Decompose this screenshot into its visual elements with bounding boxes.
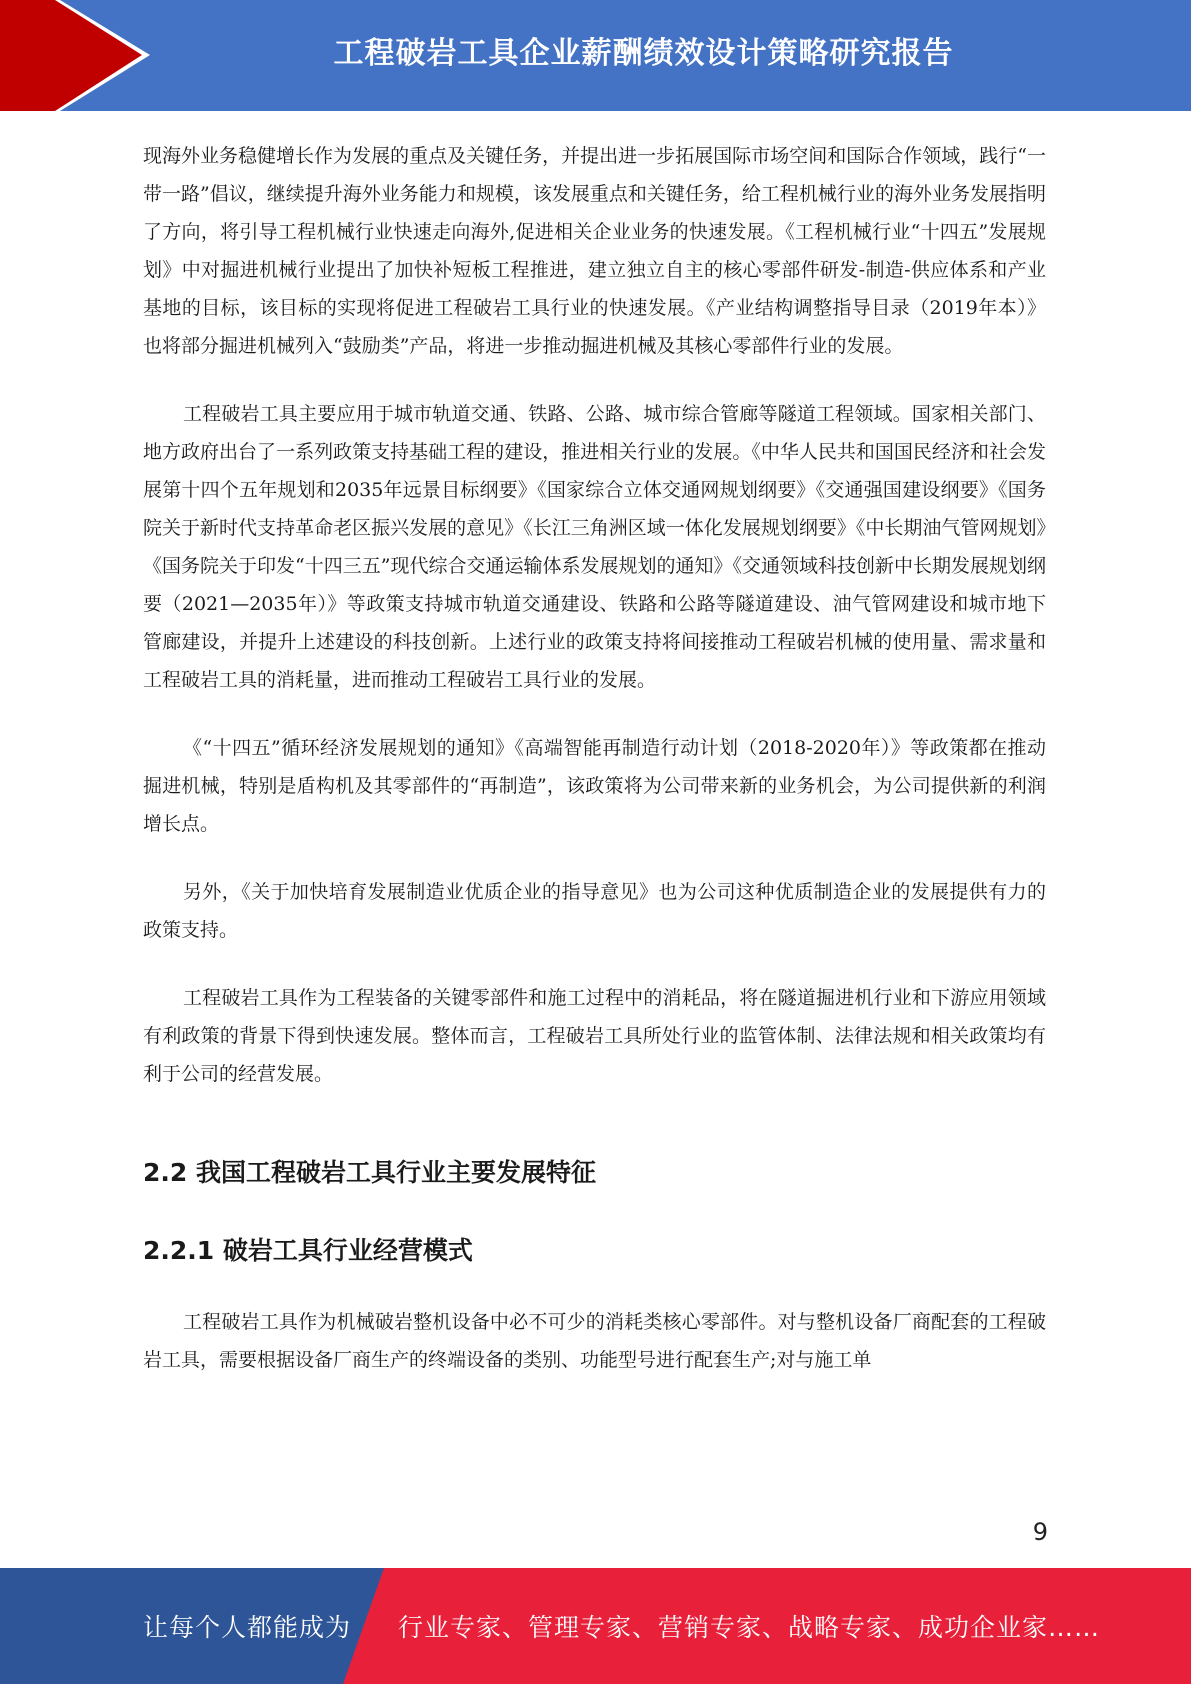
section-heading: 2.2 我国工程破岩工具行业主要发展特征 — [143, 1158, 596, 1187]
paragraph-1: 现海外业务稳健增长作为发展的重点及关键任务，并提出进一步拓展国际市场空间和国际合作领域，践行“一带一路”倡议，继续提升海外业务能力和规模，该发展重点和关键任务，给工程机械行业的海外业务发展指明了方向，将引导工程机械行业快速走向海外,促进相关企业业务的快速发展。《工程机械行业“十四五”发展规划》中对掘进机械行业提出了加快补短板工程推进，建立独立自主的核心零部件研发-制造-供应体系和产业基地的目标，该目标的实现将促进工程破岩工具行业的快速发展。《产业结构调整指导目录（2019年本）》也将部分掘进机械列入“鼓励类”产品，将进一步推动掘进机械及其核心零部件行业的发展。 — [143, 145, 1046, 357]
main-content — [143, 137, 1046, 1409]
paragraph-6: 工程破岩工具作为机械破岩整机设备中必不可少的消耗类核心零部件。对与整机设备厂商配套的工程破岩工具，需要根据设备厂商生产的终端设备的类别、功能型号进行配套生产;对与施工单 — [143, 1311, 1046, 1371]
page-header — [0, 0, 1191, 111]
footer-slogan-left: 让每个人都能成为 — [143, 1613, 352, 1642]
document-title: 工程破岩工具企业薪酬绩效设计策略研究报告 — [333, 36, 954, 71]
footer-slogan-right: 行业专家、管理专家、营销专家、战略专家、成功企业家…… — [398, 1613, 1101, 1642]
paragraph-5: 工程破岩工具作为工程装备的关键零部件和施工过程中的消耗品，将在隧道掘进机行业和下游应用领域有利政策的背景下得到快速发展。整体而言，工程破岩工具所处行业的监管体制、法律法规和相关政策均有利于公司的经营发展。 — [143, 987, 1046, 1085]
paragraph-3: 《“十四五”循环经济发展规划的通知》《高端智能再制造行动计划（2018-2020年）》等政策都在推动掘进机械，特别是盾构机及其零部件的“再制造”，该政策将为公司带来新的业务机会，为公司提供新的利润增长点。 — [143, 737, 1046, 835]
paragraph-2: 工程破岩工具主要应用于城市轨道交通、铁路、公路、城市综合管廊等隧道工程领域。国家相关部门、地方政府出台了一系列政策支持基础工程的建设，推进相关行业的发展。《中华人民共和国国民经济和社会发展第十四个五年规划和2035年远景目标纲要》《国家综合立体交通网规划纲要》《交通强国建设纲要》《国务院关于新时代支持革命老区振兴发展的意见》《长江三角洲区域一体化发展规划纲要》《中长期油气管网规划》《国务院关于印发“十四三五”现代综合交通运输体系发展规划的通知》《交通领域科技创新中长期发展规划纲要（2021—2035年）》等政策支持城市轨道交通建设、铁路和公路等隧道建设、油气管网建设和城市地下管廊建设，并提升上述建设的科技创新。上述行业的政策支持将间接推动工程破岩机械的使用量、需求量和工程破岩工具的消耗量，进而推动工程破岩工具行业的发展。 — [143, 403, 1046, 691]
page-footer — [0, 1568, 1191, 1684]
page-number: 9 — [1032, 1518, 1048, 1546]
paragraph-4: 另外，《关于加快培育发展制造业优质企业的指导意见》也为公司这种优质制造企业的发展提供有力的政策支持。 — [143, 881, 1046, 941]
subsection-heading: 2.2.1 破岩工具行业经营模式 — [143, 1236, 473, 1265]
